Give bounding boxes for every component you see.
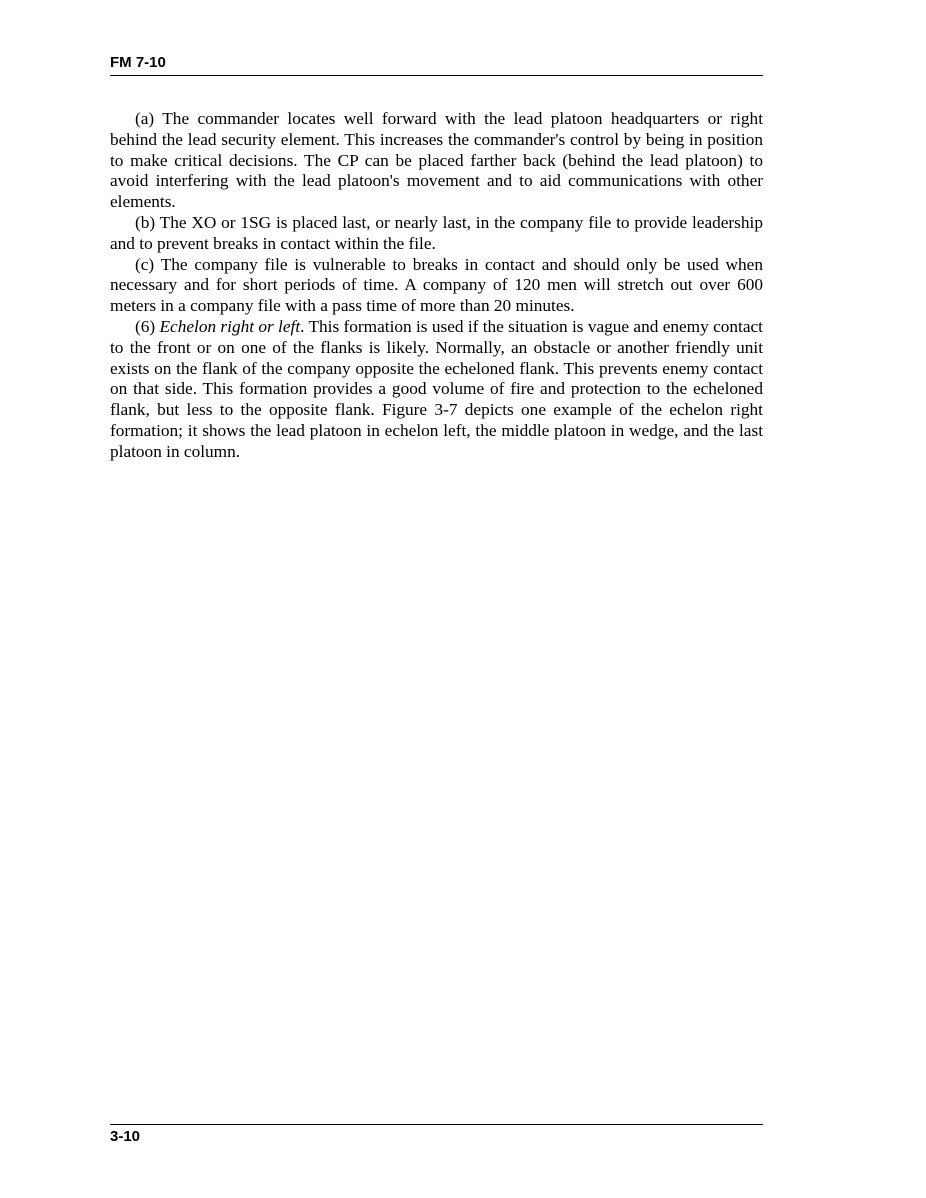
paragraph-6: [110, 317, 763, 463]
paragraph-b: (b) The XO or 1SG is placed last, or nearly last, in the company file to provide leadership and to prevent breaks in contact within the file.: [110, 212, 763, 253]
page-header-title: FM 7-10: [110, 54, 166, 71]
body-text: [110, 109, 763, 463]
paragraph-a: (a) The commander locates well forward with the lead platoon headquarters or right behind the lead security element. This increases the commander's control by being in position to make critical decisions. The CP can be placed farther back (behind the lead platoon) to avoid interfering with the lead platoon's movement and to aid communications with other elements.: [110, 109, 763, 212]
page-number: 3-10: [110, 1128, 141, 1145]
paragraph-6-prefix: (6): [135, 316, 160, 336]
header-rule: [110, 75, 763, 76]
footer-rule: [110, 1124, 763, 1125]
paragraph-6-body: . This formation is used if the situation is vague and enemy contact to the front or on one of the flanks is likely. Normally, an obstacle or another friendly unit exists on the flank of the company opposite the echeloned flank. This prevents enemy contact on that side. This formation provides a good volume of fire and protection to the echeloned flank, but less to the opposite flank. Figure 3-7 depicts one example of the echelon right formation; it shows the lead platoon in echelon left, the middle platoon in wedge, and the last platoon in column.: [110, 316, 763, 461]
paragraph-c: (c) The company file is vulnerable to breaks in contact and should only be used when necessary and for short periods of time. A company of 120 men will stretch out over 600 meters in a company file with a pass time of more than 20 minutes.: [110, 254, 763, 316]
paragraph-6-title: Echelon right or left: [159, 316, 301, 336]
